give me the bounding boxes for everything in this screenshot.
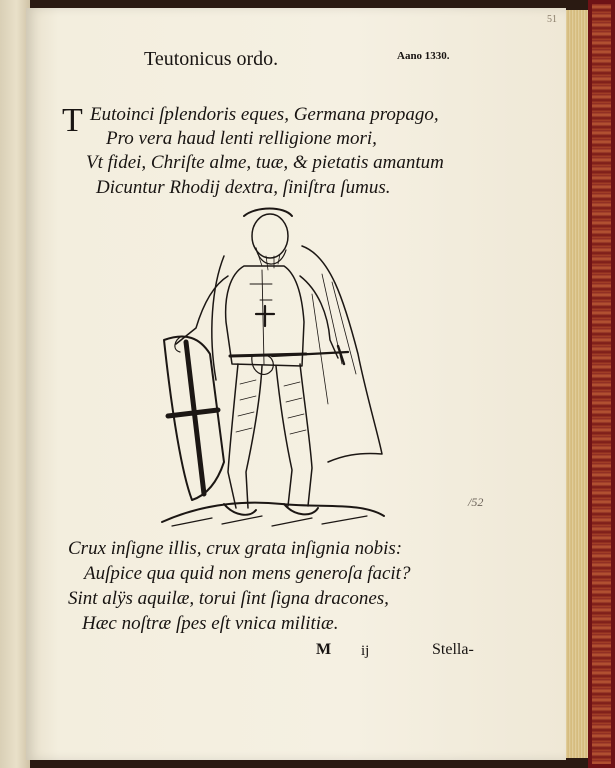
- verse-bottom-line-1: Crux inſigne illis, crux grata inſignia nobis:: [68, 538, 403, 559]
- page-edges: [566, 10, 588, 758]
- verse-top-line-4: Dicuntur Rhodij dextra, ſiniſtra ſumus.: [96, 177, 391, 198]
- catchword: Stella-: [432, 641, 474, 658]
- verse-bottom-line-3: Sint alÿs aquilæ, torui ſint ſigna dracones,: [68, 588, 389, 609]
- verse-top-line-2: Pro vera haud lenti relligione mori,: [106, 128, 377, 149]
- signature-mark-letter: M: [316, 641, 332, 658]
- woodcut-knight-illustration: [152, 204, 390, 534]
- signature-mark-number: ij: [361, 643, 370, 659]
- verse-bottom-line-4: Hæc noſtræ ſpes eſt vnica militiæ.: [82, 613, 339, 634]
- cover-decoration: [592, 4, 611, 764]
- verse-bottom-line-2: Auſpice qua quid non mens generoſa facit?: [84, 563, 411, 584]
- verse-top-line-1: Eutoinci ſplendoris eques, Germana propago,: [90, 104, 439, 125]
- running-head: Teutonicus ordo.: [144, 48, 279, 70]
- date-note: Aano 1330.: [397, 50, 450, 62]
- folio-number: 51: [547, 14, 557, 25]
- drop-cap: T: [62, 102, 83, 139]
- verse-top-line-3: Vt fidei, Chriſte alme, tuæ, & pietatis amantum: [86, 152, 444, 173]
- margin-note: /52: [468, 495, 484, 509]
